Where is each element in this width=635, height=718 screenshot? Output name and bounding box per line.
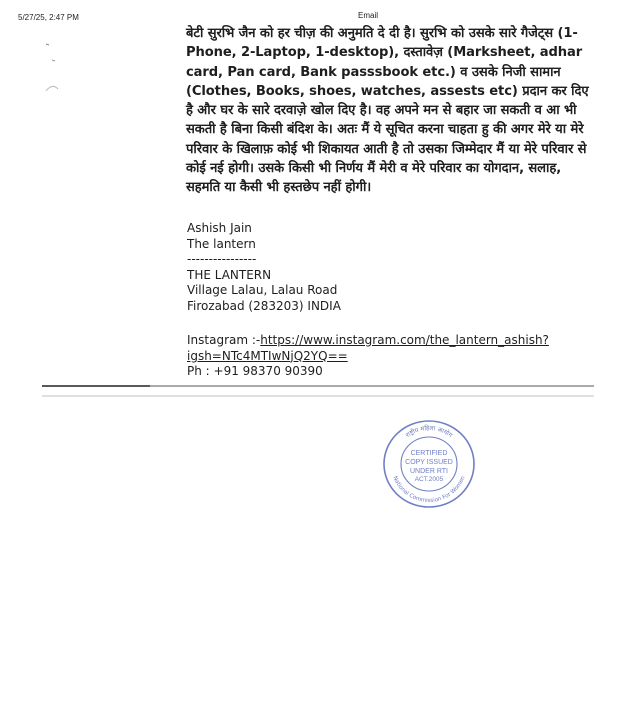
letter-paragraph: बेटी सुरभि जैन को हर चीज़ की अनुमति दे दी है। सुरभि को उसके सारे गैजेट्स (1-Phone, 2-Laptop, 1-desktop), दस्तावेज़ (Marksheet, adhar card, Pan card, Bank passsbook etc.) व उसके निजी सामान (Clothes, Books, shoes, watches, assests etc) प्रदान कर दिए है और घर के सारे दरवाज़े खोल दिए है। वह अपने मन से बहार जा सकती व आ भी सकती है बिना किसी बंदिश के। अतः मैं ये सूचित करना चाहता हु की अगर मेरे या मेरे परिवार के खिलाफ़ कोई भी शिकायत आती है तो उसका जिम्मेदार मैं या मेरे परिवार से कोई नई होगी। उसके किसी भी निर्णय मैं मेरी व मेरे परिवार का योगदान, सलाह, सहमति या कैसी भी हस्तछेप नहीं होगी।: [186, 26, 589, 196]
signature-divider: ----------------: [187, 252, 257, 266]
sender-org: The lantern: [187, 236, 256, 251]
stamp-line-3: UNDER RTI: [410, 468, 448, 475]
print-title: Email: [358, 11, 379, 20]
org-name-caps: THE LANTERN: [187, 267, 272, 282]
stamp-arc-bottom: National Commission For Women: [391, 475, 467, 505]
instagram-line: [187, 333, 592, 349]
scan-mark: [46, 86, 58, 91]
stamp-line-4: ACT.2005: [414, 476, 444, 483]
instagram-label: Instagram :-: [187, 333, 261, 347]
instagram-link-continued[interactable]: igsh=NTc4MTIwNjQ2YQ==: [187, 348, 348, 363]
print-datetime: 5/27/25, 2:47 PM: [18, 13, 79, 22]
sender-name: Ashish Jain: [187, 221, 252, 235]
instagram-link[interactable]: https://www.instagram.com/the_lantern_ashish?: [260, 333, 549, 347]
signature-block: [187, 221, 592, 380]
certified-copy-stamp: [381, 418, 477, 510]
address-line-2: Firozabad (283203) INDIA: [187, 298, 341, 313]
phone-number: Ph : +91 98370 90390: [187, 364, 323, 378]
stamp-arc-top: राष्ट्रीय महिला आयोग: [404, 424, 454, 440]
address-line-1: Village Lalau, Lalau Road: [187, 283, 338, 297]
scan-mark: [52, 60, 55, 61]
page-rule: [0, 376, 635, 406]
scan-artifacts: [0, 0, 70, 120]
stamp-line-1: CERTIFIED: [410, 450, 448, 457]
stamp-line-2: COPY ISSUED: [405, 459, 453, 466]
scan-mark: [46, 44, 49, 45]
print-header: [0, 0, 635, 24]
